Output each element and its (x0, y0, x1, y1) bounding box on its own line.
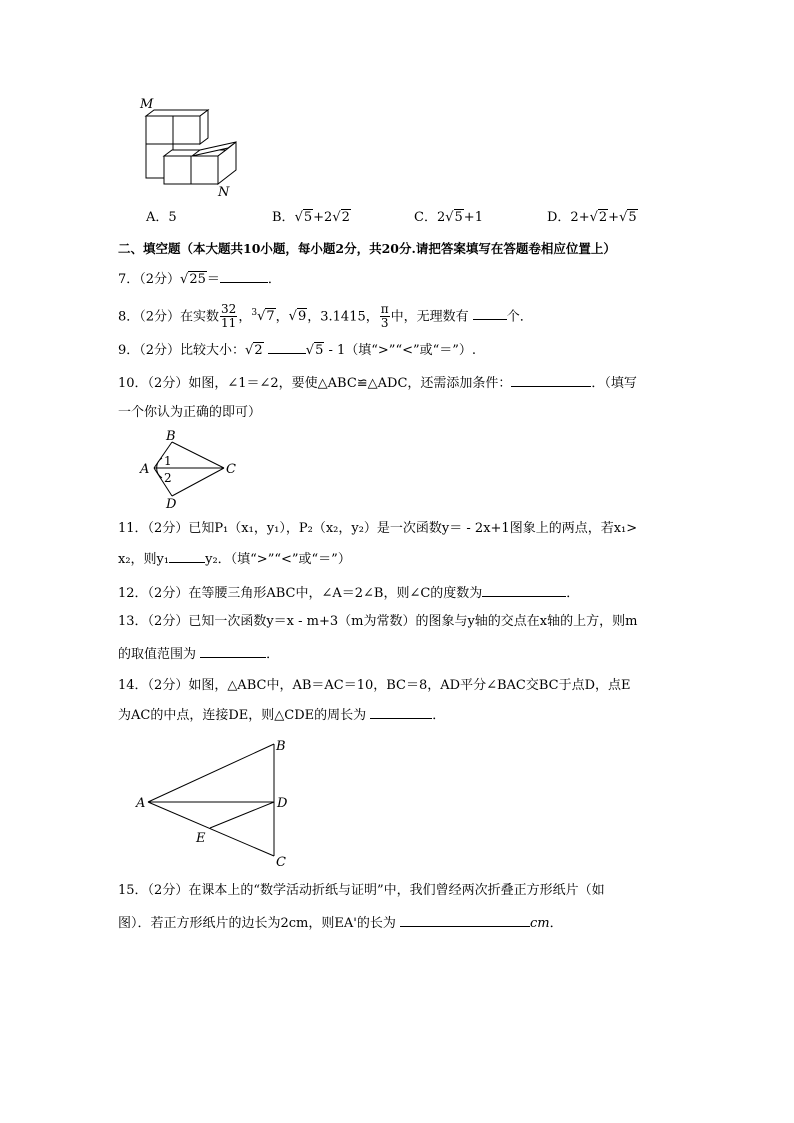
question-8: 8．（2分）在实数 $\frac{32}{11}$ ，$^3$√7，√9，3.1415， $\frac{\pi}{3}$ 中，无理数有 个． (118, 302, 533, 331)
q8-sep-2: ， (275, 309, 289, 325)
question-13-line-1: 13．（2分）已知一次函数y＝x - m+3（m为常数）的图象与y轴的交点在x轴的上方，则m (118, 614, 638, 629)
section-title: 二、填空题（本大题共10小题，每小题2分，共20分.请把答案填写在答题卷相应位置上） (118, 241, 616, 256)
q9-tail: - 1（填“>”“<”或“＝”）. (324, 343, 477, 358)
q11-tail: y₂．（填“>”“<”或“＝”） (205, 552, 351, 567)
option-c-radicand: 5 (454, 210, 463, 225)
question-12 (118, 584, 579, 603)
q8-tail: 中，无理数有 (390, 309, 473, 325)
q10-angle-1: 1 (164, 454, 172, 468)
option-b-prefix: B． (272, 210, 295, 225)
q10-label-c: C (226, 462, 236, 477)
q15-head: 图）．若正方形纸片的边长为2cm，则EA'的长为 (118, 916, 400, 931)
option-d-mid: + (608, 210, 620, 225)
q14-label-a: A (136, 796, 146, 811)
q8-end: 个． (506, 309, 533, 325)
q14-answer-blank[interactable] (370, 706, 432, 719)
question-14-line-2 (118, 706, 445, 725)
q12-text: 12．（2分）在等腰三角形ABC中，∠A＝2∠B，则∠C的度数为 (118, 586, 483, 601)
q7-tail: ＝ (206, 272, 220, 287)
q15-answer-blank[interactable] (400, 914, 530, 927)
q10-label-b: B (166, 429, 176, 444)
question-10-line-2: 一个你认为正确的即可） (118, 405, 262, 420)
option-c-prefix: C．2 (414, 210, 446, 225)
question-15-line-1: 15．（2分）在课本上的“数学活动折纸与证明”中，我们曾经两次折叠正方形纸片（如 (118, 883, 605, 898)
question-15-line-2 (118, 914, 563, 933)
q13-end: ． (266, 647, 280, 662)
question-11-line-1: 11．（2分）已知P₁（x₁，y₁），P₂（x₂，y₂）是一次函数y＝ - 2x+1图象上的两点，若x₁> (118, 521, 638, 536)
q10-angle-2: 2 (164, 471, 172, 485)
q14-label-b: B (276, 739, 286, 754)
q8-pi-den: 3 (380, 316, 389, 331)
q8-pi-num: π (380, 302, 389, 317)
q8-cube-radicand: 7 (266, 309, 275, 325)
q7-end: ． (267, 272, 281, 287)
label-n: N (218, 185, 230, 198)
q7-answer-blank[interactable] (220, 270, 268, 283)
option-b: B．√5+2√2 (272, 210, 350, 225)
q7-radicand: 25 (189, 272, 206, 287)
cube-figure (134, 96, 244, 198)
q8-sep-1: ， (238, 309, 252, 325)
q9-radicand-2: 5 (315, 343, 324, 358)
q7-head: 7．（2分） (118, 272, 181, 287)
question-7: 7．（2分）√25＝ ． (118, 272, 281, 287)
q11-head: x₂，则y₁ (118, 552, 170, 567)
q8-frac-num: 32 (221, 302, 237, 317)
q14-label-e: E (196, 831, 206, 846)
option-b-radicand-1: 5 (303, 210, 313, 225)
q8-head: 8．（2分）在实数 (118, 309, 220, 325)
q10-end: ．（填写 (591, 376, 637, 391)
option-c: C．2√5+1 (414, 210, 483, 225)
q8-frac-den: 11 (221, 316, 237, 331)
label-m: M (140, 97, 154, 112)
q10-text: 10．（2分）如图，∠1＝∠2，要使△ABC≌△ADC，还需添加条件： (118, 376, 512, 391)
q14-end: ． (432, 708, 446, 723)
q8-fraction (220, 303, 237, 330)
option-b-mid: +2 (313, 210, 333, 225)
q10-label-d: D (166, 497, 177, 510)
question-9: 9．（2分）比较大小：√2 √5 - 1（填“>”“<”或“＝”）. (118, 343, 477, 358)
q14-head: 为AC的中点，连接DE，则△CDE的周长为 (118, 708, 371, 723)
q9-head: 9．（2分）比较大小： (118, 343, 246, 358)
q11-answer-blank[interactable] (169, 550, 205, 563)
q12-answer-blank[interactable] (482, 584, 566, 597)
q10-answer-blank[interactable] (511, 374, 591, 387)
q13-answer-blank[interactable] (200, 645, 266, 658)
option-d-radicand-2: 5 (628, 210, 637, 225)
q8-radicand: 9 (297, 309, 307, 325)
option-d-radicand-1: 2 (598, 210, 608, 225)
option-d-prefix: D．2+ (547, 210, 590, 225)
question-10-line-1 (118, 374, 637, 393)
option-b-radicand-2: 2 (341, 210, 350, 225)
q9-radicand-1: 2 (254, 343, 263, 358)
q8-cube-index: 3 (251, 308, 258, 318)
q8-mid: ，3.1415， (307, 309, 379, 325)
option-a: A．5 (146, 210, 177, 225)
q15-unit: cm (529, 916, 550, 931)
option-d: D．2+√2+√5 (547, 210, 637, 225)
q15-end: ． (549, 916, 563, 931)
q10-label-a: A (140, 462, 150, 477)
q13-head: 的取值范围为 (118, 647, 201, 662)
question-14-line-1: 14．（2分）如图，△ABC中，AB＝AC＝10，BC＝8，AD平分∠BAC交BC于点D，点E (118, 678, 631, 693)
q8-pi-fraction (380, 303, 390, 330)
option-c-suffix: +1 (463, 210, 483, 225)
q8-answer-blank[interactable] (473, 307, 507, 320)
question-11-line-2 (118, 550, 351, 569)
question-13-line-2 (118, 645, 279, 664)
q14-label-d: D (277, 796, 288, 811)
q14-label-c: C (276, 855, 286, 870)
q14-figure (134, 734, 302, 870)
q12-end: ． (566, 586, 580, 601)
q10-figure (138, 428, 248, 510)
q9-answer-blank[interactable] (268, 341, 306, 354)
